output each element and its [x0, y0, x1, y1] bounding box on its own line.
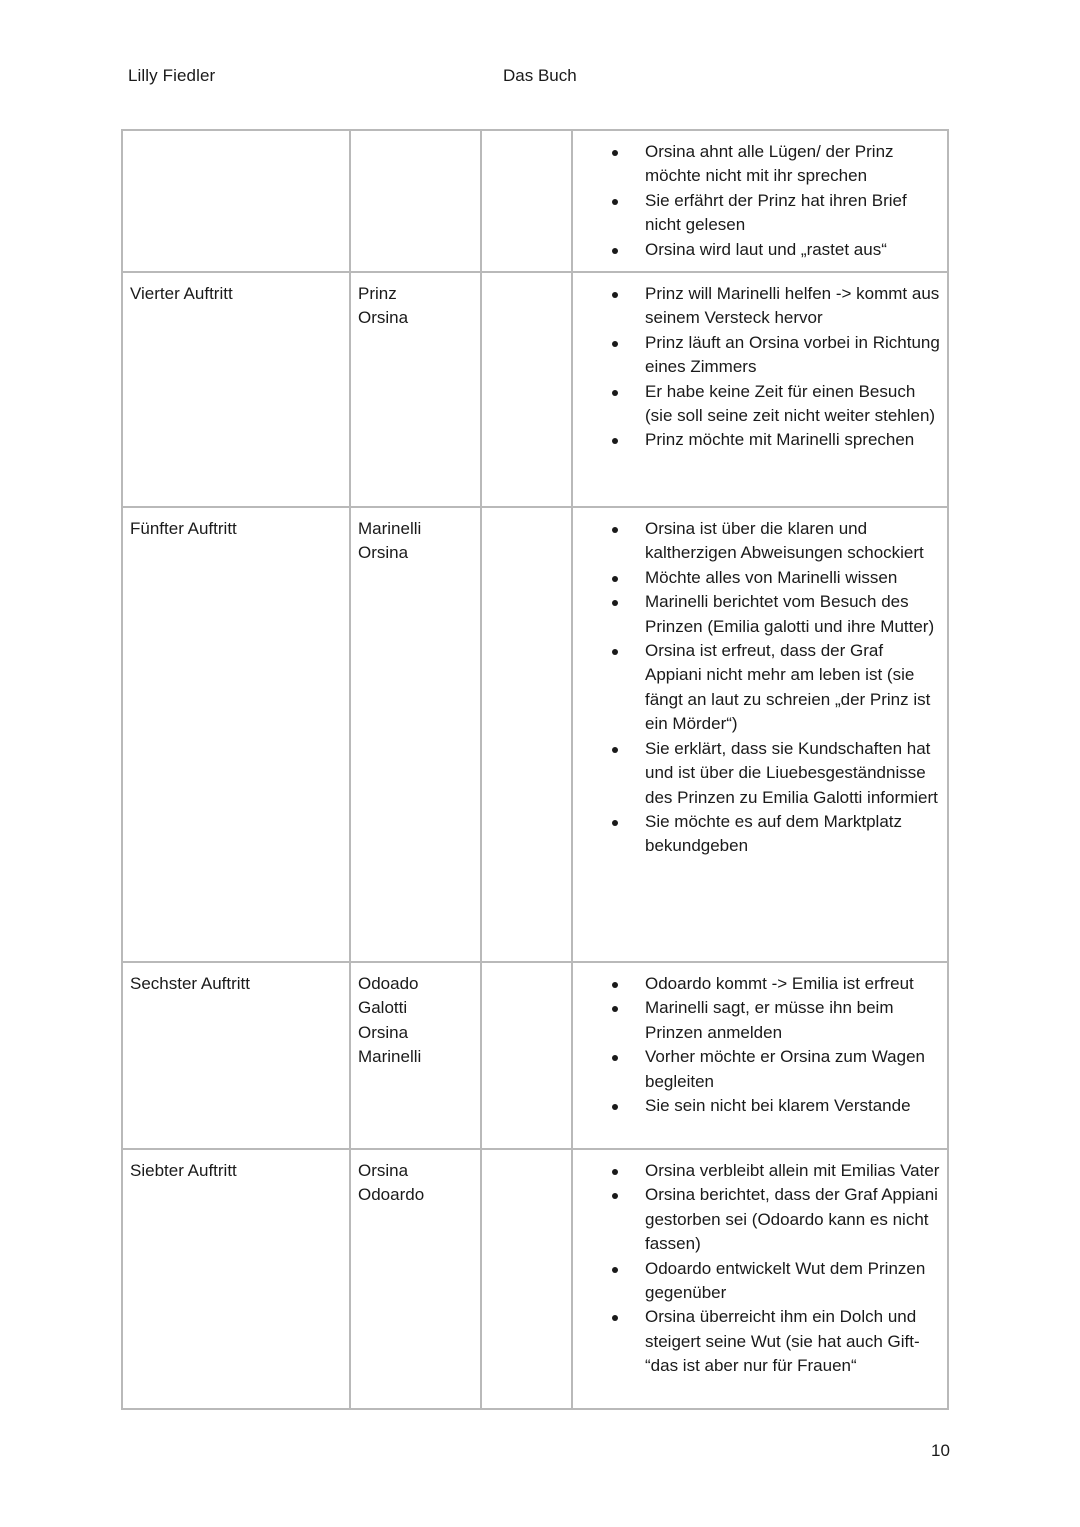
persons-cell [350, 507, 481, 962]
scene-cell [122, 962, 350, 1149]
persons-label: Orsina Odoardo [358, 1161, 425, 1205]
bullet-list [573, 131, 947, 271]
empty-cell [481, 1149, 572, 1409]
bullet-list [573, 963, 947, 1127]
persons-label: Prinz Orsina [358, 284, 409, 328]
persons-label: Marinelli Orsina [358, 519, 422, 563]
bullet-item: Orsina berichtet, dass der Graf Appiani gestorben sei (Odoardo kann es nicht fassen) [573, 1183, 943, 1256]
bullet-item: Orsina verbleibt allein mit Emilias Vater [573, 1159, 943, 1183]
empty-cell [481, 130, 572, 272]
table-row [122, 962, 948, 1149]
persons-cell [350, 272, 481, 507]
content-cell [572, 962, 948, 1149]
table-row [122, 130, 948, 272]
persons-label [351, 131, 480, 140]
scene-cell [122, 130, 350, 272]
header-author: Lilly Fiedler [128, 66, 216, 85]
table-row [122, 1149, 948, 1409]
bullet-item: Prinz will Marinelli helfen -> kommt aus seinem Versteck hervor [573, 282, 943, 331]
scene-table [121, 129, 949, 1410]
content-cell [572, 507, 948, 962]
bullet-item: Prinz möchte mit Marinelli sprechen [573, 428, 943, 452]
scene-cell [122, 1149, 350, 1409]
bullet-item: Prinz läuft an Orsina vorbei in Richtung eines Zimmers [573, 331, 943, 380]
scene-label: Sechster Auftritt [130, 974, 250, 994]
bullet-item: Orsina ist erfreut, dass der Graf Appiani nicht mehr am leben ist (sie fängt an laut zu schreien „der Prinz ist ein Mörder“) [573, 639, 943, 737]
scene-label: Siebter Auftritt [130, 1161, 237, 1181]
table-row [122, 272, 948, 507]
scene-cell [122, 272, 350, 507]
bullet-item: Sie erklärt, dass sie Kundschaften hat und ist über die Liuebesgeständnisse des Prinzen zu Emilia Galotti informiert [573, 737, 943, 810]
bullet-list [573, 273, 947, 462]
bullet-item: Möchte alles von Marinelli wissen [573, 566, 943, 590]
empty-cell [481, 507, 572, 962]
table-row [122, 507, 948, 962]
page-number: 10 [931, 1441, 950, 1460]
bullet-item: Sie möchte es auf dem Marktplatz bekundgeben [573, 810, 943, 859]
bullet-item: Orsina ahnt alle Lügen/ der Prinz möchte nicht mit ihr sprechen [573, 140, 943, 189]
scene-label [123, 131, 349, 140]
scene-label: Fünfter Auftritt [130, 519, 237, 539]
bullet-item: Odoardo entwickelt Wut dem Prinzen gegenüber [573, 1257, 943, 1306]
empty-cell [481, 272, 572, 507]
bullet-item: Orsina ist über die klaren und kaltherzigen Abweisungen schockiert [573, 517, 943, 566]
persons-label: Odoado Galotti Orsina Marinelli [358, 974, 422, 1067]
bullet-list [573, 1150, 947, 1388]
bullet-item: Odoardo kommt -> Emilia ist erfreut [573, 972, 943, 996]
bullet-item: Marinelli sagt, er müsse ihn beim Prinzen anmelden [573, 996, 943, 1045]
bullet-item: Sie sein nicht bei klarem Verstande [573, 1094, 943, 1118]
bullet-item: Orsina überreicht ihm ein Dolch und steigert seine Wut (sie hat auch Gift- “das ist aber nur für Frauen“ [573, 1305, 943, 1378]
header-title: Das Buch [503, 66, 577, 85]
bullet-item: Orsina wird laut und „rastet aus“ [573, 238, 943, 262]
persons-cell [350, 1149, 481, 1409]
content-cell [572, 1149, 948, 1409]
bullet-item: Marinelli berichtet vom Besuch des Prinzen (Emilia galotti und ihre Mutter) [573, 590, 943, 639]
bullet-item: Vorher möchte er Orsina zum Wagen begleiten [573, 1045, 943, 1094]
empty-cell [481, 962, 572, 1149]
content-cell [572, 130, 948, 272]
persons-cell [350, 130, 481, 272]
scene-cell [122, 507, 350, 962]
bullet-list [573, 508, 947, 868]
content-cell [572, 272, 948, 507]
persons-cell [350, 962, 481, 1149]
scene-label: Vierter Auftritt [130, 284, 233, 304]
bullet-item: Er habe keine Zeit für einen Besuch (sie soll seine zeit nicht weiter stehlen) [573, 380, 943, 429]
bullet-item: Sie erfährt der Prinz hat ihren Brief nicht gelesen [573, 189, 943, 238]
